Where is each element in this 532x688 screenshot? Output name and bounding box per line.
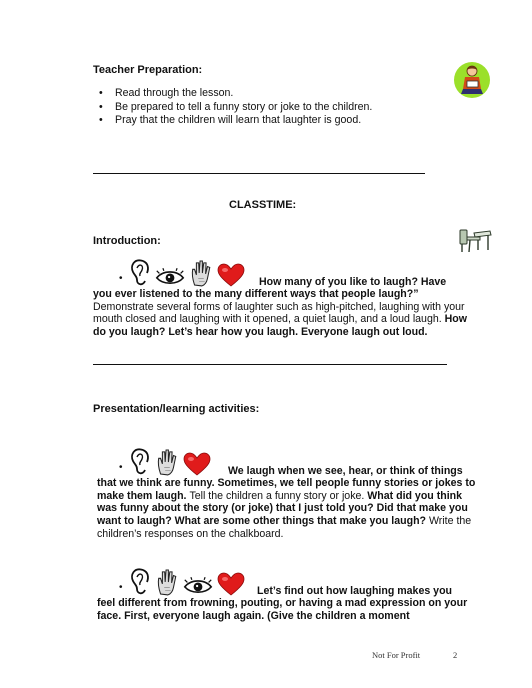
presentation-item-1-lead: We laugh when we see, hear, or think of things bbox=[228, 465, 463, 478]
sense-icons bbox=[127, 257, 245, 287]
presentation-item-2 bbox=[93, 565, 478, 622]
introduction-paragraph bbox=[93, 257, 478, 339]
section-divider bbox=[93, 364, 447, 365]
ear-icon bbox=[127, 566, 151, 596]
eye-icon bbox=[183, 576, 213, 596]
introduction-heading: Introduction: bbox=[93, 235, 161, 247]
hand-icon bbox=[155, 448, 179, 476]
footer-page-number: 2 bbox=[453, 650, 458, 660]
heart-icon bbox=[217, 572, 245, 596]
presentation-heading: Presentation/learning activities: bbox=[93, 403, 260, 415]
ear-icon bbox=[127, 446, 151, 476]
hand-icon bbox=[189, 259, 213, 287]
introduction-lead: How many of you like to laugh? Have bbox=[259, 276, 447, 289]
heart-icon bbox=[183, 452, 211, 476]
teacher-prep-item: • Read through the lesson. bbox=[95, 87, 435, 100]
eye-icon bbox=[155, 267, 185, 287]
presentation-item-2-body: feel different from frowning, pouting, or having a mad expression on your face. First, everyone laugh again. (Give the children a moment bbox=[97, 597, 468, 622]
section-divider bbox=[93, 173, 425, 174]
presentation-item-1 bbox=[93, 445, 478, 541]
sense-icons bbox=[127, 446, 211, 476]
footer-not-for-profit: Not For Profit bbox=[372, 650, 421, 660]
classtime-heading: CLASSTIME: bbox=[229, 199, 297, 211]
teacher-prep-item: • Pray that the children will learn that laughter is good. bbox=[95, 114, 435, 127]
bullet: • bbox=[119, 462, 123, 473]
teacher-prep-list bbox=[95, 87, 435, 128]
sense-icons bbox=[127, 566, 245, 596]
desk-chair-icon bbox=[458, 226, 492, 254]
teacher-prep-heading: Teacher Preparation: bbox=[93, 64, 203, 76]
teacher-prep-item: • Be prepared to tell a funny story or joke to the children. bbox=[95, 101, 435, 114]
reading-person-icon bbox=[452, 60, 492, 100]
introduction-body: you ever listened to the many different ways that people laugh?” Demonstrate several forms of laughter such as high-pitched, laughing with your mouth closed and laughing with it opened, a quiet laugh, and a loud laugh. How do you laugh? Let’s hear how you laugh. Everyone laugh out loud. bbox=[93, 288, 467, 339]
bullet: • bbox=[119, 582, 123, 593]
bullet: • bbox=[119, 273, 123, 284]
presentation-item-1-body: that we think are funny. Sometimes, we tell people funny stories or jokes to make them laugh. Tell the children a funny story or joke. What did you think was funny about the story (or joke) that I just told you? Did that make you want to laugh? What are some other things that make you laugh? Write the children’s responses on the chalkboard. bbox=[97, 477, 476, 540]
hand-icon bbox=[155, 568, 179, 596]
presentation-item-2-lead: Let’s find out how laughing makes you bbox=[257, 585, 453, 598]
ear-icon bbox=[127, 257, 151, 287]
heart-icon bbox=[217, 263, 245, 287]
